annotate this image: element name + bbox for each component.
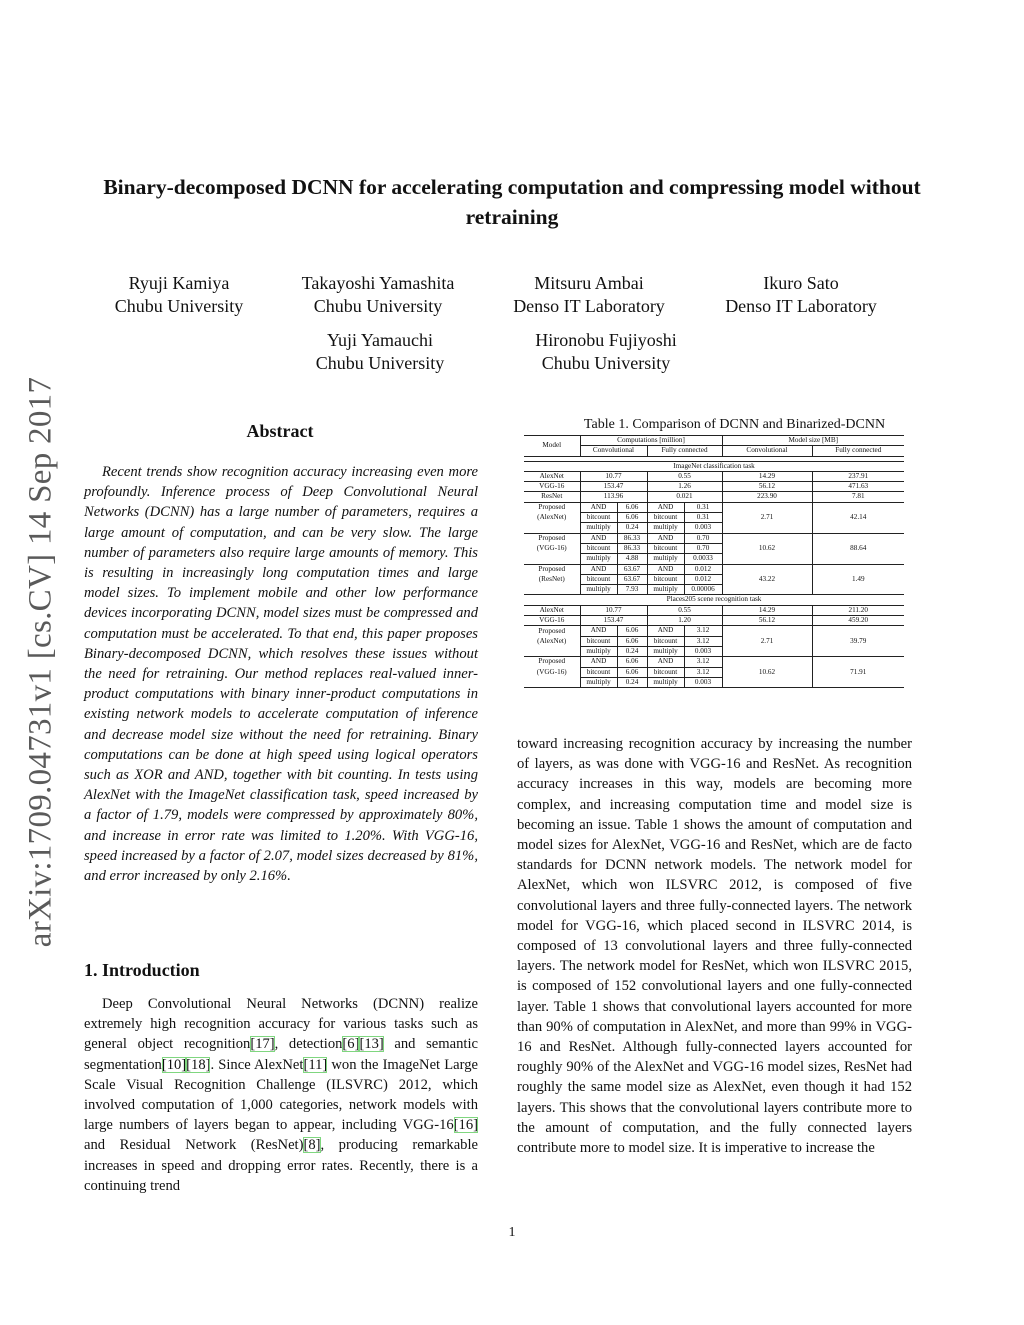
- author-affiliation: Chubu University: [313, 296, 443, 316]
- cell-size-conv: 2.71: [722, 502, 812, 533]
- cell-model: VGG-16: [524, 482, 580, 492]
- abstract-text: Recent trends show recognition accuracy increasing even more profoundly. Inference process of Deep Convolutional Neural Networks (DCNN) has a large number of parameters, requires a large amount of computation, and can be very slow. The large number of parameters also require large amounts of memory. This is resulting in increasingly long computation times and large model sizes. To implement mobile and other low performance devices incorporating DCNN, model sizes must be compressed and computation must be accelerated. To that end, this paper proposes Binary-decomposed DCNN, which resolves these issues without the need for retraining. Our method replaces real-valued inner-product computations with binary inner-product computations in existing network models to accelerate computation of inference and decrease model size without the need for retraining. Binary computations can be done at high speed using logical operators such as XOR and AND, together with bit counting. In tests using AlexNet with the ImageNet classification task, speed increased by a factor of 1.79, models were compressed by approximately 80%, and increase in error rate was limited to 1.20%. With VGG-16, speed increased by a factor of 2.07, model sizes decreased by 81%, and error increased by only 2.16%.: [84, 464, 478, 885]
- cell-op: AND: [647, 564, 684, 574]
- cell-size-fc: 88.64: [812, 533, 904, 564]
- cell-fc: 0.55: [647, 605, 722, 615]
- cell-op: bitcount: [580, 667, 617, 677]
- cell-op: bitcount: [647, 513, 684, 523]
- author-affiliation: Chubu University: [114, 296, 244, 316]
- intro-text-run: , producing remarkable increases in speed and dropping error rates. Recently, there is a continuing trend: [84, 1137, 478, 1194]
- cell-size-conv: 56.12: [722, 482, 812, 492]
- cell-size-conv: 223.90: [722, 492, 812, 502]
- table-row: [524, 626, 904, 636]
- cell-size-conv: 43.22: [722, 564, 812, 595]
- table-section-row: [524, 595, 904, 605]
- right-column-paragraph: toward increasing recognition accuracy by increasing the number of layers, as was done with VGG-16 and ResNet. As recognition accuracy increases in this way, models are becoming more complex, and increasing computation time and model size is becoming an issue. Table 1 shows the amount of computation and model sizes for AlexNet, VGG-16 and ResNet, which are de facto standards for DCNN network models. The network model for AlexNet, which won ILSVRC 2012, is composed of five convolutional layers and three fully-connected layers. The network model for VGG-16, which placed second in ILSVRC 2014, is composed of 13 convolutional layers and three fully-connected layers. The network model for ResNet, which won ILSVRC 2015, is composed of 152 convolutional layers and one fully-connected layer. Table 1 shows that convolutional layers accounted for more than 90% of computation in AlexNet, and more than 99% in VGG-16 and ResNet. Although fully-connected layers accounted for roughly 90% of the AlexNet and VGG-16 model sizes, ResNet had roughly the same model size as AlexNet, even though it had 152 layers. This shows that the convolutional layers contribute more to the amount of computation, and the fully connected layers contribute more to model size. It is imperative to increase the: [517, 736, 912, 1157]
- cell-model: ResNet: [524, 492, 580, 502]
- cell-size-conv: 14.29: [722, 605, 812, 615]
- cell-op: multiply: [647, 523, 684, 533]
- header-computations: Computations [million]: [580, 436, 722, 446]
- citation-link[interactable]: [16]: [453, 1117, 478, 1134]
- table-caption: Table 1. Comparison of DCNN and Binarized-DCNN: [583, 417, 886, 432]
- intro-text-run: and Residual Network (ResNet): [84, 1137, 304, 1154]
- table-subheader-row: [524, 446, 904, 456]
- cell-op: AND: [580, 657, 617, 667]
- arxiv-stamp: [18, 352, 64, 972]
- table-row: [524, 502, 904, 512]
- cell-size-fc: 39.79: [812, 626, 904, 657]
- author-block: [265, 329, 495, 375]
- table-row: [524, 471, 904, 481]
- cell-value: 3.12: [684, 636, 722, 646]
- cell-value: 0.012: [684, 564, 722, 574]
- cell-value: 6.06: [617, 636, 647, 646]
- table-row: [524, 482, 904, 492]
- cell-op: AND: [580, 502, 617, 512]
- author-name: Yuji Yamauchi: [326, 330, 433, 350]
- cell-size-fc: 1.49: [812, 564, 904, 595]
- author-block: [686, 272, 916, 318]
- cell-fc: 0.021: [647, 492, 722, 502]
- cell-size-fc: 471.63: [812, 482, 904, 492]
- section-imagenet: ImageNet classification task: [524, 461, 904, 471]
- header-fully-connected: Fully connected: [647, 446, 722, 456]
- table-row: [524, 492, 904, 502]
- cell-conv: 113.96: [580, 492, 647, 502]
- cell-model-empty: [524, 554, 580, 564]
- cell-op: bitcount: [580, 543, 617, 553]
- cell-size-fc: 237.91: [812, 471, 904, 481]
- paper-title: Binary-decomposed DCNN for accelerating computation and compressing model without retraining: [103, 175, 921, 229]
- author-affiliation: Chubu University: [541, 353, 671, 373]
- cell-size-conv: 2.71: [722, 626, 812, 657]
- cell-value: 0.31: [684, 502, 722, 512]
- cell-conv: 10.77: [580, 605, 647, 615]
- cell-model-empty: [524, 523, 580, 533]
- table-row: [524, 616, 904, 626]
- cell-model: Proposed: [524, 533, 580, 543]
- cell-size-fc: 7.81: [812, 492, 904, 502]
- table-section-row: [524, 461, 904, 471]
- cell-model: Proposed: [524, 502, 580, 512]
- cell-op: bitcount: [580, 636, 617, 646]
- cell-op: AND: [647, 502, 684, 512]
- table-row: [524, 657, 904, 667]
- header-size-fully-connected: Fully connected: [812, 446, 904, 456]
- cell-op: multiply: [647, 677, 684, 687]
- cell-value: 0.24: [617, 677, 647, 687]
- cell-size-fc: 211.20: [812, 605, 904, 615]
- cell-model-empty: [524, 677, 580, 687]
- cell-value: 3.12: [684, 626, 722, 636]
- cell-size-conv: 10.62: [722, 657, 812, 688]
- arxiv-stamp-text: arXiv:1709.04731v1 [cs.CV] 14 Sep 2017: [22, 376, 59, 948]
- cell-op: multiply: [647, 585, 684, 595]
- intro-text-run: , detection: [274, 1036, 343, 1053]
- cell-conv: 153.47: [580, 482, 647, 492]
- cell-model: AlexNet: [524, 605, 580, 615]
- cell-value: 6.06: [617, 513, 647, 523]
- citation-link[interactable]: [11]: [303, 1056, 328, 1073]
- table-header-row: [524, 436, 904, 446]
- cell-op: AND: [647, 657, 684, 667]
- cell-size-fc: 42.14: [812, 502, 904, 533]
- cell-value: 6.06: [617, 657, 647, 667]
- table-row: [524, 564, 904, 574]
- cell-value: 3.12: [684, 667, 722, 677]
- cell-op: AND: [580, 564, 617, 574]
- intro-text-run: and semantic segmentation: [84, 1036, 478, 1073]
- cell-value: 0.24: [617, 523, 647, 533]
- cell-fc: 1.26: [647, 482, 722, 492]
- author-block: [491, 329, 721, 375]
- cell-value: 0.70: [684, 543, 722, 553]
- cell-value: 86.33: [617, 543, 647, 553]
- cell-value: 0.70: [684, 533, 722, 543]
- author-name: Hironobu Fujiyoshi: [535, 330, 677, 350]
- cell-value: 63.67: [617, 564, 647, 574]
- author-affiliation: Denso IT Laboratory: [725, 296, 877, 316]
- cell-conv: 10.77: [580, 471, 647, 481]
- citation-link[interactable]: [18]: [186, 1056, 211, 1073]
- author-block: [64, 272, 294, 318]
- cell-size-conv: 56.12: [722, 616, 812, 626]
- cell-value: 6.06: [617, 667, 647, 677]
- cell-size-conv: 14.29: [722, 471, 812, 481]
- cell-fc: 0.55: [647, 471, 722, 481]
- comparison-table-wrapper: [524, 435, 904, 688]
- cell-op: bitcount: [580, 513, 617, 523]
- cell-size-fc: 71.91: [812, 657, 904, 688]
- header-size-convolutional: Convolutional: [722, 446, 812, 456]
- author-name: Ikuro Sato: [763, 273, 839, 293]
- cell-model: VGG-16: [524, 616, 580, 626]
- author-affiliation: Chubu University: [315, 353, 445, 373]
- cell-model-empty: [524, 585, 580, 595]
- cell-model: (VGG-16): [524, 667, 580, 677]
- cell-value: 3.12: [684, 657, 722, 667]
- cell-op: AND: [580, 626, 617, 636]
- cell-op: multiply: [580, 677, 617, 687]
- author-affiliation: Denso IT Laboratory: [513, 296, 665, 316]
- page-number: 1: [508, 1225, 516, 1240]
- cell-value: 86.33: [617, 533, 647, 543]
- section-places205: Places205 scene recognition task: [524, 595, 904, 605]
- section-heading-introduction: 1. Introduction: [84, 960, 200, 980]
- cell-value: 0.0033: [684, 554, 722, 564]
- citation-link[interactable]: [13]: [359, 1036, 384, 1053]
- table-row: [524, 533, 904, 543]
- cell-value: 0.003: [684, 523, 722, 533]
- cell-op: AND: [647, 626, 684, 636]
- header-convolutional: Convolutional: [580, 446, 647, 456]
- cell-value: 6.06: [617, 626, 647, 636]
- cell-value: 0.24: [617, 646, 647, 656]
- cell-op: bitcount: [647, 574, 684, 584]
- cell-value: 0.003: [684, 677, 722, 687]
- cell-value: 0.31: [684, 513, 722, 523]
- author-name: Takayoshi Yamashita: [301, 273, 455, 293]
- author-name: Mitsuru Ambai: [534, 273, 644, 293]
- comparison-table: [524, 435, 904, 688]
- intro-text-run: . Since AlexNet: [210, 1056, 304, 1073]
- cell-model-empty: [524, 646, 580, 656]
- cell-conv: 153.47: [580, 616, 647, 626]
- cell-value: 7.93: [617, 585, 647, 595]
- author-block: [474, 272, 704, 318]
- cell-op: multiply: [580, 554, 617, 564]
- header-model: Model: [524, 436, 580, 457]
- cell-value: 0.00006: [684, 585, 722, 595]
- author-name: Ryuji Kamiya: [128, 273, 230, 293]
- cell-op: multiply: [580, 585, 617, 595]
- cell-model: (VGG-16): [524, 543, 580, 553]
- cell-size-conv: 10.62: [722, 533, 812, 564]
- cell-op: bitcount: [647, 543, 684, 553]
- cell-op: multiply: [580, 523, 617, 533]
- citation-link[interactable]: [10]: [161, 1056, 187, 1073]
- abstract-heading: Abstract: [246, 421, 314, 441]
- cell-model: (AlexNet): [524, 636, 580, 646]
- citation-link[interactable]: [8]: [303, 1137, 321, 1154]
- intro-text-run: Deep Convolutional Neural Networks (DCNN) realize extremely high recognition accuracy for various tasks such as general object recognition: [84, 996, 478, 1053]
- intro-paragraph: [84, 994, 478, 1196]
- cell-op: AND: [647, 533, 684, 543]
- cell-value: 6.06: [617, 502, 647, 512]
- cell-op: multiply: [647, 554, 684, 564]
- cell-value: 0.012: [684, 574, 722, 584]
- cell-model: (ResNet): [524, 574, 580, 584]
- author-block: [263, 272, 493, 318]
- cell-op: multiply: [647, 646, 684, 656]
- cell-op: AND: [580, 533, 617, 543]
- cell-op: multiply: [580, 646, 617, 656]
- citation-link[interactable]: [17]: [250, 1036, 275, 1053]
- cell-model: Proposed: [524, 626, 580, 636]
- cell-model: Proposed: [524, 564, 580, 574]
- intro-text-run: won the ImageNet Large Scale Visual Recognition Challenge (ILSVRC) 2012, which involved computation of 1,000 categories, network models with large numbers of layers began to appear, including VGG-16: [84, 1056, 478, 1134]
- cell-op: bitcount: [647, 667, 684, 677]
- cell-model: Proposed: [524, 657, 580, 667]
- cell-model: (AlexNet): [524, 513, 580, 523]
- header-model-size: Model size [MB]: [722, 436, 904, 446]
- cell-value: 4.88: [617, 554, 647, 564]
- cell-value: 63.67: [617, 574, 647, 584]
- citation-link[interactable]: [6]: [342, 1036, 360, 1053]
- cell-op: bitcount: [647, 636, 684, 646]
- table-row: [524, 605, 904, 615]
- cell-size-fc: 459.20: [812, 616, 904, 626]
- cell-fc: 1.20: [647, 616, 722, 626]
- cell-model: AlexNet: [524, 471, 580, 481]
- cell-op: bitcount: [580, 574, 617, 584]
- cell-value: 0.003: [684, 646, 722, 656]
